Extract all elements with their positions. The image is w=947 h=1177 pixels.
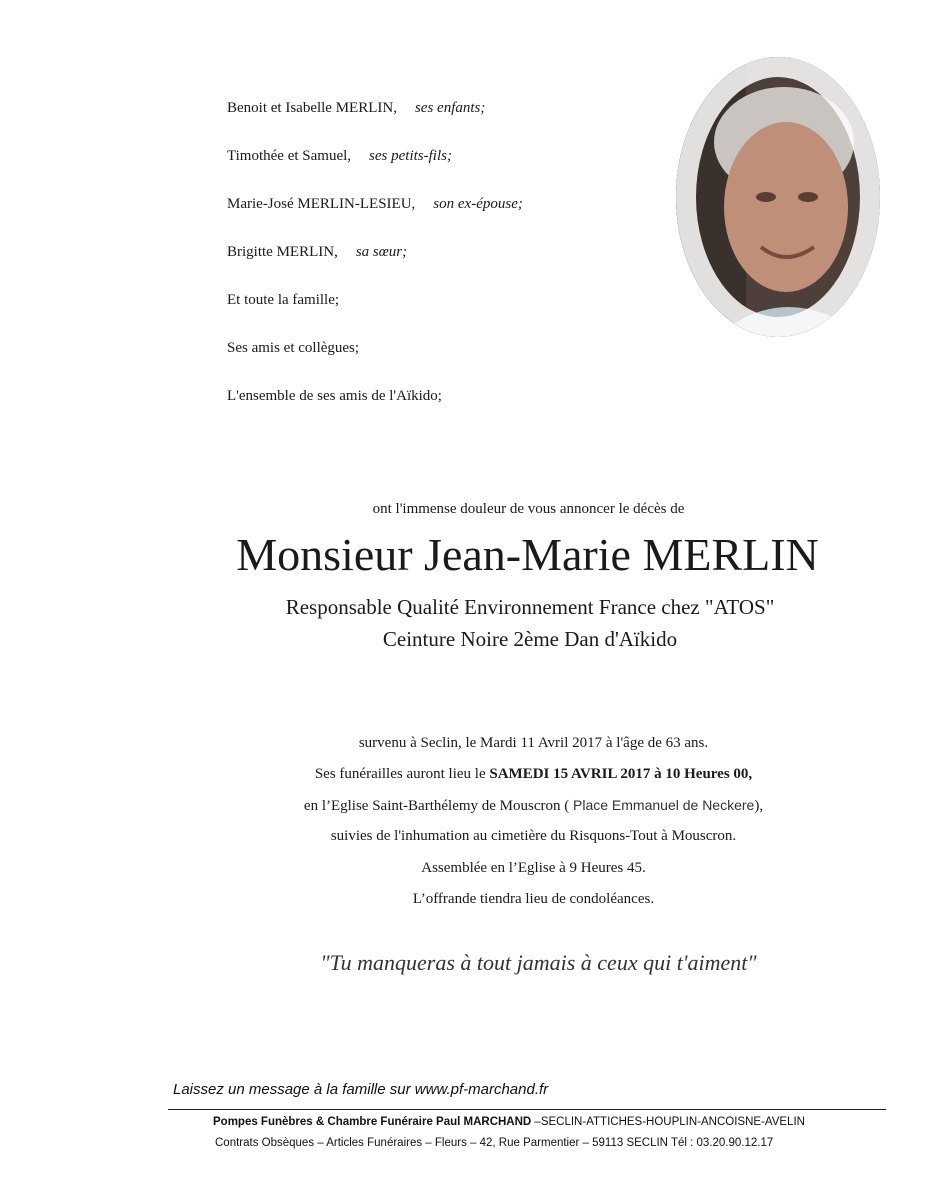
funeral-date: SAMEDI 15 AVRIL 2017 à 10 Heures 00, — [489, 766, 753, 782]
family-relation: son ex-épouse; — [433, 196, 523, 212]
family-line — [227, 242, 407, 262]
family-line — [227, 98, 485, 118]
family-name: Et toute la famille; — [227, 292, 340, 308]
deceased-title: Responsable Qualité Environnement France chez "ATOS" — [285, 595, 775, 619]
portrait-illustration — [676, 57, 880, 337]
burial-info: suivies de l'inhumation au cimetière du Risquons-Tout à Mouscron. — [330, 828, 737, 844]
company-locations: –SECLIN-ATTICHES-HOUPLIN-ANCOISNE-AVELIN — [531, 1116, 805, 1128]
church-prefix: en l’Eglise Saint-Barthélemy de Mouscron ( — [303, 798, 574, 814]
family-name: Marie-José MERLIN-LESIEU, — [227, 196, 416, 212]
family-name: Timothée et Samuel, — [227, 148, 352, 164]
funeral-prefix: Ses funérailles auront lieu le — [314, 766, 490, 782]
family-name: Brigitte MERLIN, — [227, 244, 338, 260]
company-name: Pompes Funèbres & Chambre Funéraire Paul MARCHAND — [213, 1116, 532, 1128]
church-info — [0, 795, 947, 816]
deceased-subtitle: Ceinture Noire 2ème Dan d'Aïkido — [382, 627, 678, 651]
footer-company-line — [213, 1116, 805, 1128]
funeral-info — [0, 764, 947, 784]
family-line — [227, 146, 452, 166]
announcement-intro: ont l'immense douleur de vous annoncer le décès de — [372, 501, 685, 517]
offering-info: L’offrande tiendra lieu de condoléances. — [412, 891, 655, 907]
church-suffix: ), — [754, 798, 764, 814]
footer-contact-line: Contrats Obsèques – Articles Funéraires – Fleurs – 42, Rue Parmentier – 59113 SECLIN Tél : 03.20.90.12.17 — [215, 1137, 774, 1149]
portrait-photo — [676, 57, 880, 337]
family-line — [227, 386, 442, 406]
deceased-name: Monsieur Jean-Marie MERLIN — [236, 529, 819, 580]
family-name: L'ensemble de ses amis de l'Aïkido; — [227, 388, 442, 404]
family-name: Ses amis et collègues; — [227, 340, 360, 356]
family-relation: sa sœur; — [355, 244, 408, 260]
footer-message: Laissez un message à la famille sur www.pf-marchand.fr — [173, 1081, 549, 1098]
church-address: Place Emmanuel de Neckere — [573, 797, 755, 813]
memorial-quote: "Tu manqueras à tout jamais à ceux qui t'aiment" — [320, 950, 757, 975]
footer-divider — [168, 1109, 886, 1110]
family-relation: ses enfants; — [414, 100, 486, 116]
assembly-info: Assemblée en l’Eglise à 9 Heures 45. — [421, 860, 646, 876]
family-line — [227, 290, 339, 310]
family-relation: ses petits-fils; — [369, 148, 452, 164]
family-line — [227, 194, 523, 214]
family-line — [227, 338, 359, 358]
family-name: Benoit et Isabelle MERLIN, — [227, 100, 397, 116]
death-info: survenu à Seclin, le Mardi 11 Avril 2017 à l'âge de 63 ans. — [358, 735, 709, 751]
